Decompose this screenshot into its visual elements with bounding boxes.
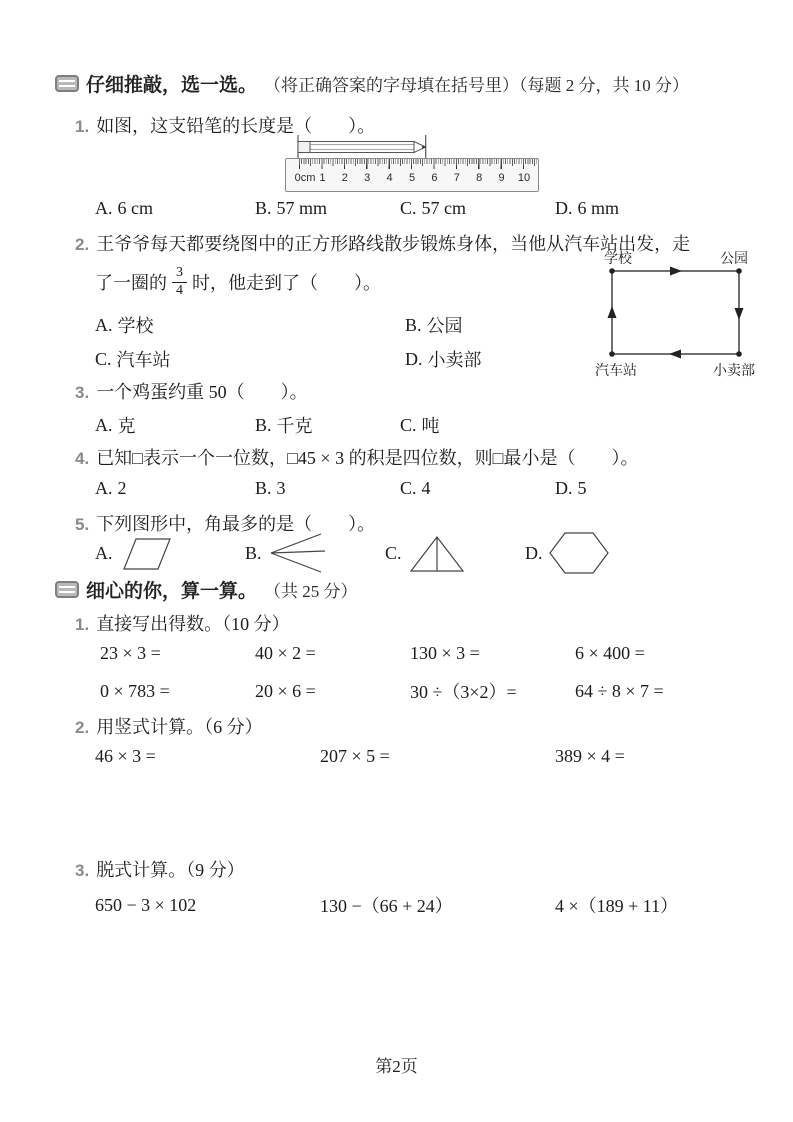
map-label-bus-station: 汽车站 [595,364,637,379]
option-c: C. 汽车站 [95,348,171,370]
square-route-map [588,250,763,380]
question-3 [75,378,308,404]
option-b: B. [245,529,385,577]
ruler-label-4: 4 [386,172,393,184]
pencil-ruler-figure [285,134,541,192]
option-d: D. 5 [555,478,587,498]
ruler-label-7: 7 [453,172,460,184]
ruler-label-3: 3 [364,172,371,184]
option-b: B. 57 mm [255,198,328,218]
expression: 64 ÷ 8 × 7 = [575,680,664,701]
calc-2-title: 2. 用竖式计算。（6 分） [75,717,263,737]
option-b: B. 公园 [405,314,463,336]
fraction-three-fourths: $\frac{3}{4}$ [172,265,187,298]
option-a: A. 2 [95,478,127,498]
ruler [285,158,539,192]
expression: 389 × 4 = [555,746,625,766]
section-2-header [55,576,358,603]
ruler-label-9: 9 [498,172,505,184]
option-c: C. 57 cm [400,198,467,218]
page-number: 第2页 [375,1057,418,1076]
ruler-label-6: 6 [431,172,438,184]
expression: 130 × 3 = [410,643,480,663]
option-c: C. [385,529,525,577]
section-1-title: 仔细推敲，选一选。 [86,75,258,96]
pencil-illustration [285,134,539,158]
expression: 6 × 400 = [575,643,645,663]
calc-1-row-2 [100,678,664,704]
triangle-with-altitude-icon [407,529,467,577]
expression: 130 −（66 + 24） [320,896,453,916]
question-2-number: 2. [75,235,90,254]
section-2-note: （共 25 分） [264,582,358,601]
option-b: B. 千克 [255,414,313,436]
option-a: A. [95,529,245,577]
ruler-label-5: 5 [408,172,416,184]
question-2-text-line1: 王爷爷每天都要绕图中的正方形路线散步锻炼身体，当他从汽车站出发，走 [96,234,691,254]
question-1-text: 如图，这支铅笔的长度是（ ）。 [96,116,376,136]
option-d: D. 小卖部 [405,348,482,370]
expression: 46 × 3 = [95,746,156,766]
question-1-number: 1. [75,117,90,136]
question-5-number: 5. [75,515,90,534]
question-2-text-line2: 了一圈的 $\frac{3}{4}$ 时，他走到了（ ）。 [95,265,381,298]
question-4-number: 4. [75,449,90,468]
question-3-options [95,412,440,438]
booklet-icon [55,75,79,92]
question-5-options [95,528,610,578]
question-2-options-row1 [95,312,463,338]
option-b: B. 3 [255,478,286,498]
booklet-icon [55,581,79,598]
calc-3-row [95,892,678,918]
ruler-label-1: 1 [319,172,326,184]
expression: 40 × 2 = [255,643,316,663]
section-1-header [55,70,689,97]
calc-1-title: 1. 直接写出得数。（10 分） [75,614,290,634]
three-rays-angle-icon [267,529,327,577]
option-a: A. 学校 [95,314,154,336]
question-3-number: 3. [75,383,90,402]
ruler-label-8: 8 [476,172,483,184]
expression: 0 × 783 = [100,680,170,701]
question-1-options [95,198,619,219]
expression: 4 ×（189 + 11） [555,896,679,916]
option-a: A. 6 cm [95,198,153,218]
calc-1-row-1 [100,643,645,664]
question-2-options-row2 [95,346,482,372]
section-2-title: 细心的你，算一算。 [86,581,258,602]
expression: 20 × 6 = [255,680,316,701]
question-4 [75,444,638,470]
section-1-note: （将正确答案的字母填在括号里）（每题 2 分，共 10 分） [264,76,690,95]
calc-2-row [95,746,625,767]
question-4-text: 已知□表示一个一位数，□45 × 3 的积是四位数，则□最小是（ ）。 [96,448,639,468]
calc-3-title: 3. 脱式计算。（9 分） [75,860,245,880]
option-c: C. 吨 [400,414,440,436]
ruler-label-0: 0cm [294,172,316,184]
option-c: C. 4 [400,478,431,498]
map-label-shop: 小卖部 [713,364,755,379]
expression: 30 ÷（3×2）= [410,682,517,702]
expression: 23 × 3 = [100,643,161,663]
question-4-options [95,478,587,499]
question-3-text: 一个鸡蛋约重 50（ ）。 [96,382,308,402]
parallelogram-icon [118,529,178,577]
option-d: D. 6 mm [555,198,620,218]
expression: 650 − 3 × 102 [95,894,197,915]
ruler-label-10: 10 [517,172,531,184]
ruler-label-2: 2 [341,172,348,184]
ruler-ticks [286,159,540,170]
option-a: A. 克 [95,414,136,436]
hexagon-icon [548,528,610,578]
option-d: D. [525,528,610,578]
map-label-school: 学校 [604,252,632,267]
map-label-park: 公园 [720,252,748,267]
question-5-text: 下列图形中，角最多的是（ ）。 [96,514,376,534]
expression: 207 × 5 = [320,746,390,766]
